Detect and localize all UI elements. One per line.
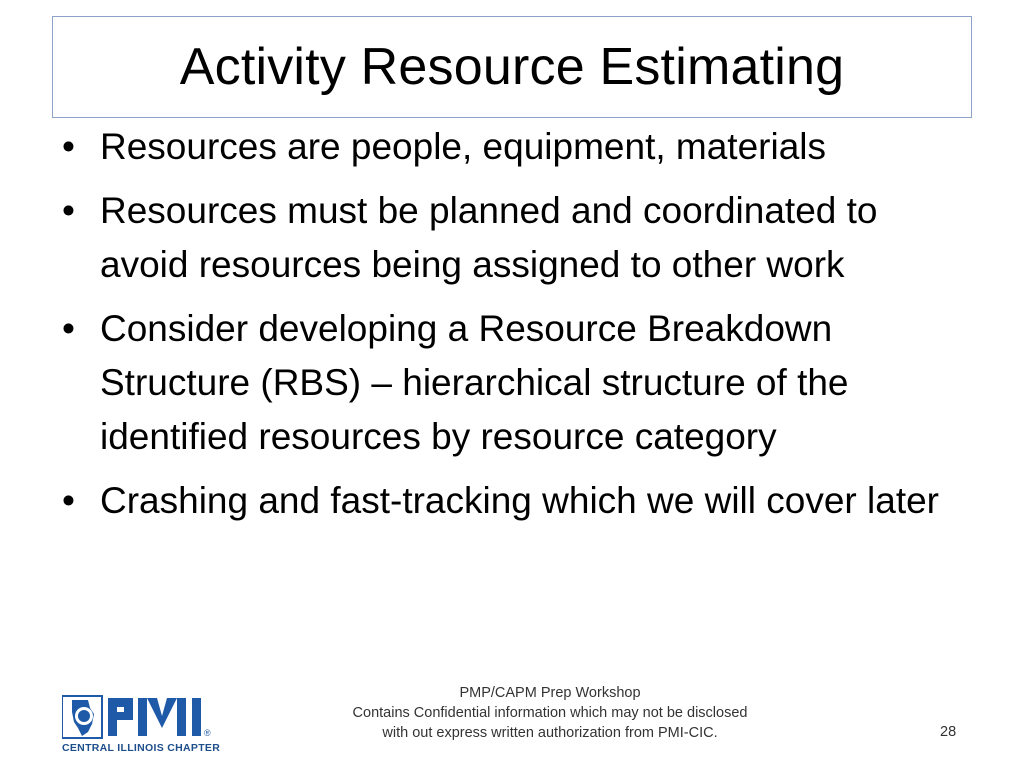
- logo-caption: CENTRAL ILLINOIS CHAPTER: [62, 742, 221, 754]
- bullet-item: [62, 184, 962, 292]
- bullet-text: Consider developing a Resource Breakdown Structure (RBS) – hierarchical structure of the identified resources by resource category: [100, 308, 849, 457]
- pmi-logo-icon: [62, 694, 242, 742]
- bullet-item: [62, 474, 962, 528]
- slide-title: Activity Resource Estimating: [179, 38, 845, 96]
- bullet-text: Resources must be planned and coordinated to avoid resources being assigned to other work: [100, 190, 878, 285]
- bullet-item: [62, 302, 962, 464]
- pmi-logo: [62, 694, 242, 758]
- footer-line-3: with out express written authorization from PMI-CIC.: [382, 725, 718, 741]
- bullet-text: Resources are people, equipment, materials: [100, 126, 826, 167]
- bullet-text: Crashing and fast-tracking which we will cover later: [100, 480, 940, 521]
- bullet-dot-icon: •: [62, 480, 75, 521]
- footer-line-2: Contains Confidential information which may not be disclosed: [352, 705, 748, 721]
- bullet-item: [62, 120, 962, 174]
- footer-notice: [340, 683, 760, 743]
- bullet-dot-icon: •: [62, 308, 75, 349]
- registered-mark: ®: [204, 728, 211, 738]
- bullet-dot-icon: •: [62, 190, 75, 231]
- title-box: [52, 16, 972, 118]
- page-number: 28: [940, 724, 957, 740]
- bullet-list: [62, 120, 962, 538]
- bullet-dot-icon: •: [62, 126, 75, 167]
- footer-line-1: PMP/CAPM Prep Workshop: [459, 685, 641, 701]
